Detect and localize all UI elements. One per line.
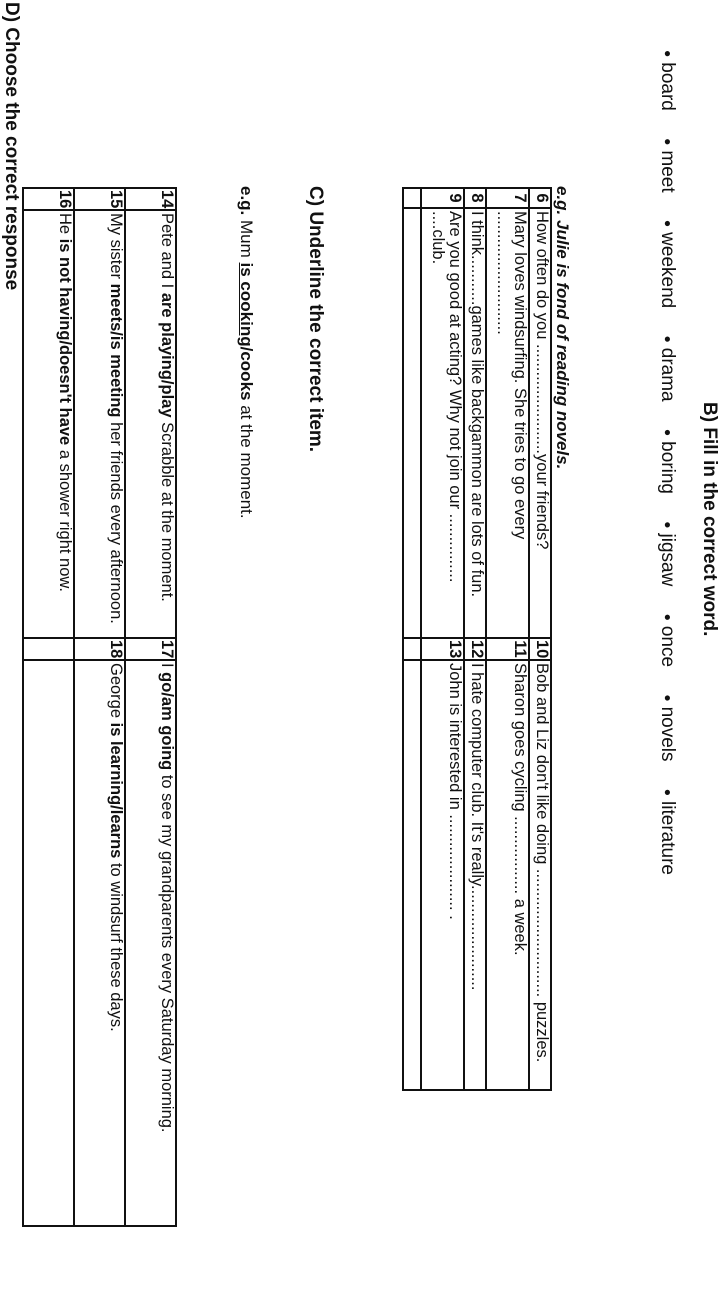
- word-bank-item: ● jigsaw: [656, 521, 678, 586]
- table-row: [74, 188, 125, 1226]
- empty-cell: [403, 660, 421, 1090]
- item-number: 18: [74, 638, 125, 660]
- empty-cell: [403, 188, 421, 208]
- empty-cell: [23, 638, 74, 660]
- word-bank-item: ● literature: [656, 789, 678, 875]
- item-number: 15: [74, 188, 125, 210]
- item-text: I go/am going to see my grandparents every Saturday morning.: [125, 660, 176, 1226]
- item-text: Pete and I are playing/play Scrabble at the moment.: [125, 210, 176, 638]
- table-row: [125, 188, 176, 1226]
- table-row: [529, 188, 551, 1090]
- example-underlined-option: is cooking: [237, 262, 256, 347]
- item-text: I hate computer club. It's really.......................: [464, 660, 486, 1090]
- choice-options: is not having/doesn't have: [56, 238, 74, 446]
- item-text: He is not having/doesn't have a shower right now.: [23, 210, 74, 638]
- item-number: 17: [125, 638, 176, 660]
- word-bank-item: ● boring: [656, 429, 678, 494]
- table-row: [486, 188, 529, 1090]
- empty-cell: [403, 638, 421, 660]
- item-text: I think...........games like backgammon are lots of fun.: [464, 208, 486, 638]
- item-number: 10: [529, 638, 551, 660]
- example-answer: novels: [553, 410, 572, 465]
- section-b-table: [402, 187, 552, 1091]
- section-b-example: [552, 186, 572, 469]
- section-b-title: B) Fill in the correct word.: [699, 402, 720, 637]
- table-row: [464, 188, 486, 1090]
- word-bank-item: ● board: [656, 50, 678, 111]
- section-d-title: D) Choose the correct response: [1, 2, 22, 291]
- item-text: My sister meets/is meeting her friends every afternoon.: [74, 210, 125, 638]
- item-text: George is learning/learns to windsurf these days.: [74, 660, 125, 1226]
- item-number: 13: [421, 638, 464, 660]
- choice-options: is learning/learns: [107, 722, 125, 859]
- example-suffix: .: [553, 464, 572, 470]
- word-bank-item: ● meet: [656, 138, 678, 193]
- example-slash: /: [237, 346, 256, 352]
- item-number: 7: [486, 188, 529, 208]
- item-number: 12: [464, 638, 486, 660]
- word-bank-item: ● weekend: [656, 220, 678, 308]
- empty-cell: [23, 660, 74, 1226]
- item-text: John is interested in ..................... .: [421, 660, 464, 1090]
- word-bank: [656, 50, 678, 897]
- item-text: Sharon goes cycling ................. a week.: [486, 660, 529, 1090]
- table-row: [23, 188, 74, 1226]
- example-text: Julie is fond of reading: [553, 220, 572, 411]
- section-c-title: C) Underline the correct item.: [305, 186, 326, 453]
- choice-options: meets/is meeting: [107, 283, 125, 418]
- example-option: cooks: [237, 351, 256, 401]
- choice-options: go/am going: [158, 672, 176, 771]
- example-text: at the moment.: [237, 400, 256, 519]
- item-text: How often do you ........................your friends?: [529, 208, 551, 638]
- example-text: Mum: [237, 215, 256, 263]
- section-c-table: [22, 187, 177, 1227]
- example-prefix: e.g.: [237, 186, 256, 216]
- item-text: Mary loves windsurfing. She tries to go every ...........................: [486, 208, 529, 638]
- item-text: Are you good at acting? Why not join our ............... ....club.: [421, 208, 464, 638]
- word-bank-item: ● novels: [656, 694, 678, 761]
- section-c-example: [236, 186, 256, 519]
- empty-cell: [403, 208, 421, 638]
- item-number: 9: [421, 188, 464, 208]
- item-number: 14: [125, 188, 176, 210]
- item-number: 6: [529, 188, 551, 208]
- item-number: 11: [486, 638, 529, 660]
- item-number: 16: [23, 188, 74, 210]
- example-prefix: e.g.: [553, 186, 572, 221]
- table-row-empty: [403, 188, 421, 1090]
- word-bank-item: ● once: [656, 614, 678, 667]
- item-text: Bob and Liz don't like doing ............................ puzzles.: [529, 660, 551, 1090]
- choice-options: are playing/play: [158, 292, 176, 418]
- word-bank-item: ● drama: [656, 336, 678, 402]
- table-row: [421, 188, 464, 1090]
- item-number: 8: [464, 188, 486, 208]
